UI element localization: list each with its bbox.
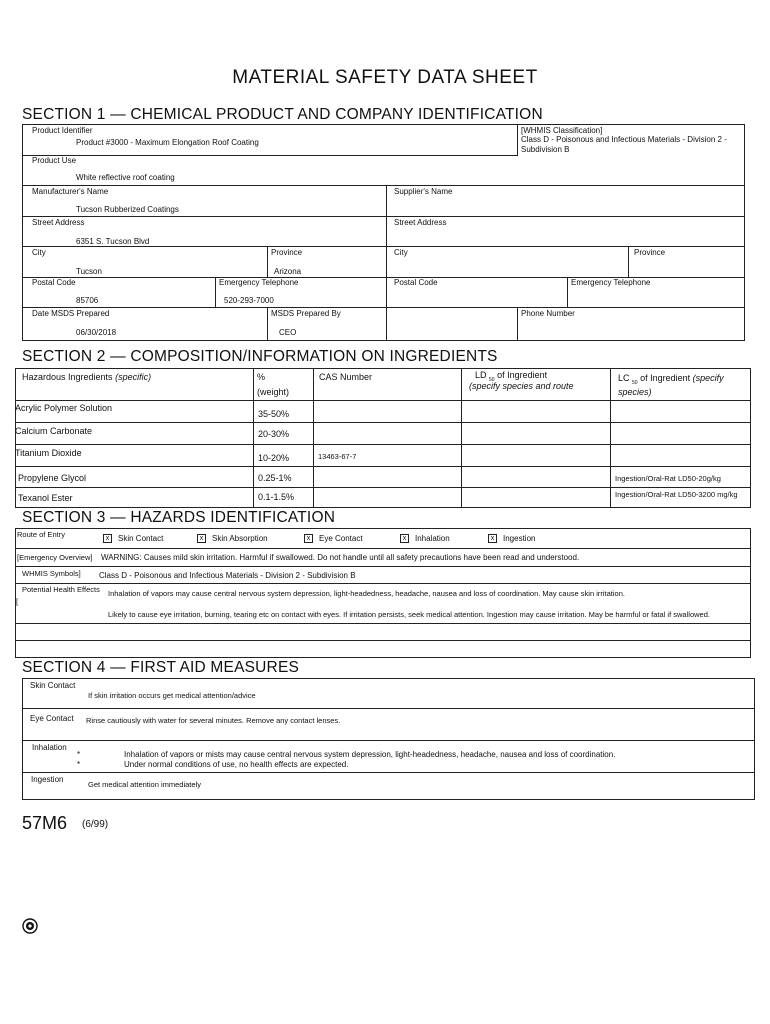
supplier-city-label: City [394,248,408,257]
section-2-heading: SECTION 2 — COMPOSITION/INFORMATION ON INGREDIENTS [22,348,498,365]
col-cas-header: CAS Number [319,372,373,382]
city-value: Tucson [76,267,102,276]
health-effects-bracket: [ [16,597,19,606]
route-inhalation[interactable]: x Inhalation [400,534,450,543]
health-effects-text-1: Inhalation of vapors may cause central nervous system depression, light-headedness, headache, nausea and loss of coordination. May cause skin irritation. [108,589,625,598]
skin-contact-label: Skin Contact [30,681,76,690]
route-of-entry-label: Route of Entry [17,530,65,539]
supplier-emergency-label: Emergency Telephone [571,278,651,287]
route-eye-contact[interactable]: x Eye Contact [304,534,363,543]
supplier-postal-label: Postal Code [394,278,438,287]
document-title: MATERIAL SAFETY DATA SHEET [232,67,538,88]
whmis-classification-value: Class D - Poisonous and Infectious Materials - Division 2 - Subdivision B [521,135,727,154]
supplier-label: Supplier's Name [394,187,453,196]
inhalation-text-1: Inhalation of vapors or mists may cause central nervous system depression, light-headedness, headache, nausea and loss of coordination. [124,750,616,759]
product-identifier-label: Product Identifier [32,126,93,135]
ingredient-pct: 35-50% [258,409,290,419]
date-label: Date MSDS Prepared [32,309,110,318]
street-value: 6351 S. Tucson Blvd [76,237,150,246]
col-lc-note: species) [618,387,652,397]
supplier-street-label: Street Address [394,218,447,227]
city-label: City [32,248,46,257]
province-label: Province [271,248,303,257]
whmis-symbols-label: WHMIS Symbols] [22,569,81,578]
prepared-by-label: MSDS Prepared By [271,309,341,318]
date-value: 06/30/2018 [76,328,117,337]
recycle-logo-icon [22,918,38,934]
section-1-table [22,124,745,341]
checkbox-checked-icon: x [488,534,497,543]
postal-label: Postal Code [32,278,76,287]
province-value: Arizona [274,267,302,276]
ingredient-pct: 0.25-1% [258,473,292,483]
emergency-label: Emergency Telephone [219,278,299,287]
postal-value: 85706 [76,296,99,305]
ingredient-cas: 13463-67-7 [318,452,357,461]
checkbox-checked-icon: x [197,534,206,543]
inhalation-label: Inhalation [32,743,67,752]
section-1-heading: SECTION 1 — CHEMICAL PRODUCT AND COMPANY IDENTIFICATION [22,106,543,123]
checkbox-checked-icon: x [400,534,409,543]
health-effects-label: Potential Health Effects [22,585,100,594]
col-lc-header: LC $_{50}$ of Ingredient (specify [618,373,724,386]
ingredient-name: Calcium Carbonate [15,426,93,436]
section-3-heading: SECTION 3 — HAZARDS IDENTIFICATION [22,509,336,526]
route-skin-absorption[interactable]: x Skin Absorption [197,534,268,543]
col-ld-header: LD $_{50}$ of Ingredient [475,370,548,383]
emergency-value: 520-293-7000 [224,296,274,305]
form-date: (6/99) [82,819,109,830]
ingredient-pct: 20-30% [258,429,290,439]
col-pct-note: (weight) [257,387,290,397]
manufacturer-value: Tucson Rubberized Coatings [76,205,179,214]
whmis-symbols-text: Class D - Poisonous and Infectious Materials - Division 2 - Subdivision B [99,571,356,580]
checkbox-checked-icon: x [304,534,313,543]
ingredient-name: Titanium Dioxide [15,448,82,458]
product-use-value: White reflective roof coating [76,173,175,182]
ingredient-lc: Ingestion/Oral-Rat LD50-3200 mg/kg [615,490,738,499]
product-use-label: Product Use [32,156,77,165]
prepared-by-value: CEO [279,328,297,337]
section-4-heading: SECTION 4 — FIRST AID MEASURES [22,659,300,676]
col-ld-note: (specify species and route [469,381,574,391]
product-identifier-value: Product #3000 - Maximum Elongation Roof Coating [76,138,259,147]
supplier-province-label: Province [634,248,666,257]
phone-label: Phone Number [521,309,575,318]
health-effects-text-2: Likely to cause eye irritation, burning, tearing etc on contact with eyes. If irritation persists, seek medical attention. Ingestion may cause irritation. May be harmful or fatal if swallowed. [108,610,710,619]
ingredient-name: Texanol Ester [18,493,73,503]
route-ingestion[interactable]: x Ingestion [488,534,535,543]
emergency-overview-text: WARNING: Causes mild skin irritation. Harmful if swallowed. Do not handle until all safety precautions have been read and understood. [101,553,580,562]
inhalation-text-2: Under normal conditions of use, no health effects are expected. [124,760,349,769]
skin-contact-text: If skin irritation occurs get medical attention/advice [88,691,256,700]
ingredient-pct: 10-20% [258,453,290,463]
ingestion-text: Get medical attention immediately [88,780,201,789]
whmis-classification-label: [WHMIS Classification] [521,126,603,135]
manufacturer-label: Manufacturer's Name [32,187,109,196]
ingestion-label: Ingestion [31,775,64,784]
ingredient-name: Propylene Glycol [18,473,87,483]
col-pct-header: % [257,372,266,382]
eye-contact-label: Eye Contact [30,714,74,723]
ingredient-name: Acrylic Polymer Solution [15,403,113,413]
col-ingredient-header: Hazardous Ingredients (specific) [22,372,152,382]
bullet-icon: * [77,760,81,769]
street-label: Street Address [32,218,85,227]
ingredient-pct: 0.1-1.5% [258,492,295,502]
emergency-overview-label: [Emergency Overview] [17,553,93,562]
bullet-icon: * [77,750,81,759]
checkbox-checked-icon: x [103,534,112,543]
eye-contact-text: Rinse cautiously with water for several minutes. Remove any contact lenses. [86,716,341,725]
form-code: 57M6 [22,813,68,833]
ingredient-lc: Ingestion/Oral-Rat LD50-20g/kg [615,474,721,483]
route-skin-contact[interactable]: x Skin Contact [103,534,163,543]
